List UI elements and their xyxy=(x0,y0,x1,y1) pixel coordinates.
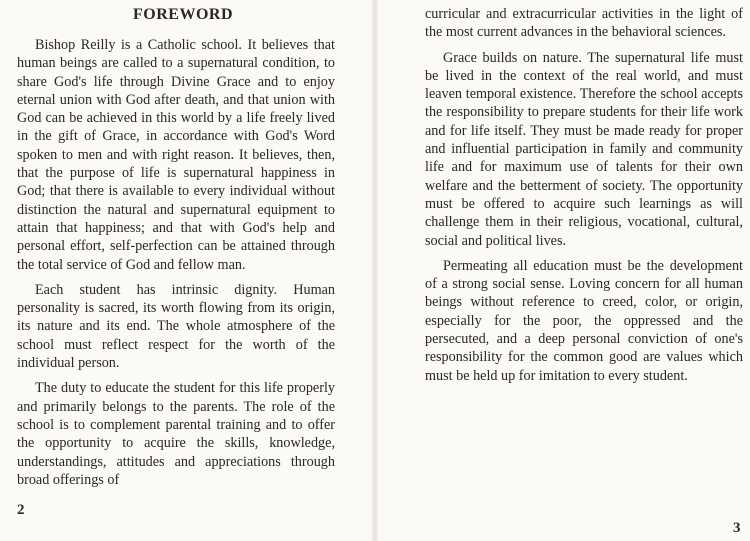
right-page-body xyxy=(425,5,743,392)
paragraph: curricular and extracurricular activities in the light of the most current advances in the behavioral sciences. xyxy=(425,6,743,41)
paragraph: Bishop Reilly is a Catholic school. It believes that human beings are called to a supernatural condition, to share God's life through Divine Grace and to enjoy eternal union with God after death, and that union with God can be achieved in this world by a life freely lived in the gift of Grace, in accordance with God's Word spoken to men and with right reason. It believes, then, that the purpose of life is supernatural happiness in God; that there is available to every individual without distinction the natural and supernatural equipment to attain that happiness; and that with God's help and personal effort, self-perfection can be attained through the total service of God and fellow man. xyxy=(17,37,335,273)
paragraph: Each student has intrinsic dignity. Human personality is sacred, its worth flowing from its origin, its nature and its end. The whole atmosphere of the school must reflect respect for the worth of the individual person. xyxy=(17,281,335,372)
page-number-right: 3 xyxy=(733,520,741,536)
right-page xyxy=(378,0,750,541)
left-page-body xyxy=(17,36,335,496)
page-number-left: 2 xyxy=(17,502,25,518)
page-heading: FOREWORD xyxy=(133,6,233,23)
paragraph: The duty to educate the student for this life properly and primarily belongs to the parents. The role of the school is to complement parental training and to offer the opportunity to acquire the skills, knowledge, understandings, attitudes and appreciations through broad offerings of xyxy=(17,380,335,488)
paragraph: Permeating all education must be the development of a strong social sense. Loving concern for all human beings without reference to creed, color, or origin, especially for the poor, the oppressed and the persecuted, and a deep personal conviction of one's responsibility for the common good are values which must be held up for imitation to every student. xyxy=(425,257,743,384)
left-page xyxy=(0,0,372,541)
paragraph: Grace builds on nature. The supernatural life must be lived in the context of the real world, and must leaven temporal existence. Therefore the school accepts the responsibility to prepare students for their life work and for life itself. They must be made ready for proper and influential participation in family and community life and for maximum use of talents for their own welfare and the betterment of society. The opportunity must be offered to acquire such learnings as will challenge them in their religious, vocational, cultural, social and political lives. xyxy=(425,49,743,249)
